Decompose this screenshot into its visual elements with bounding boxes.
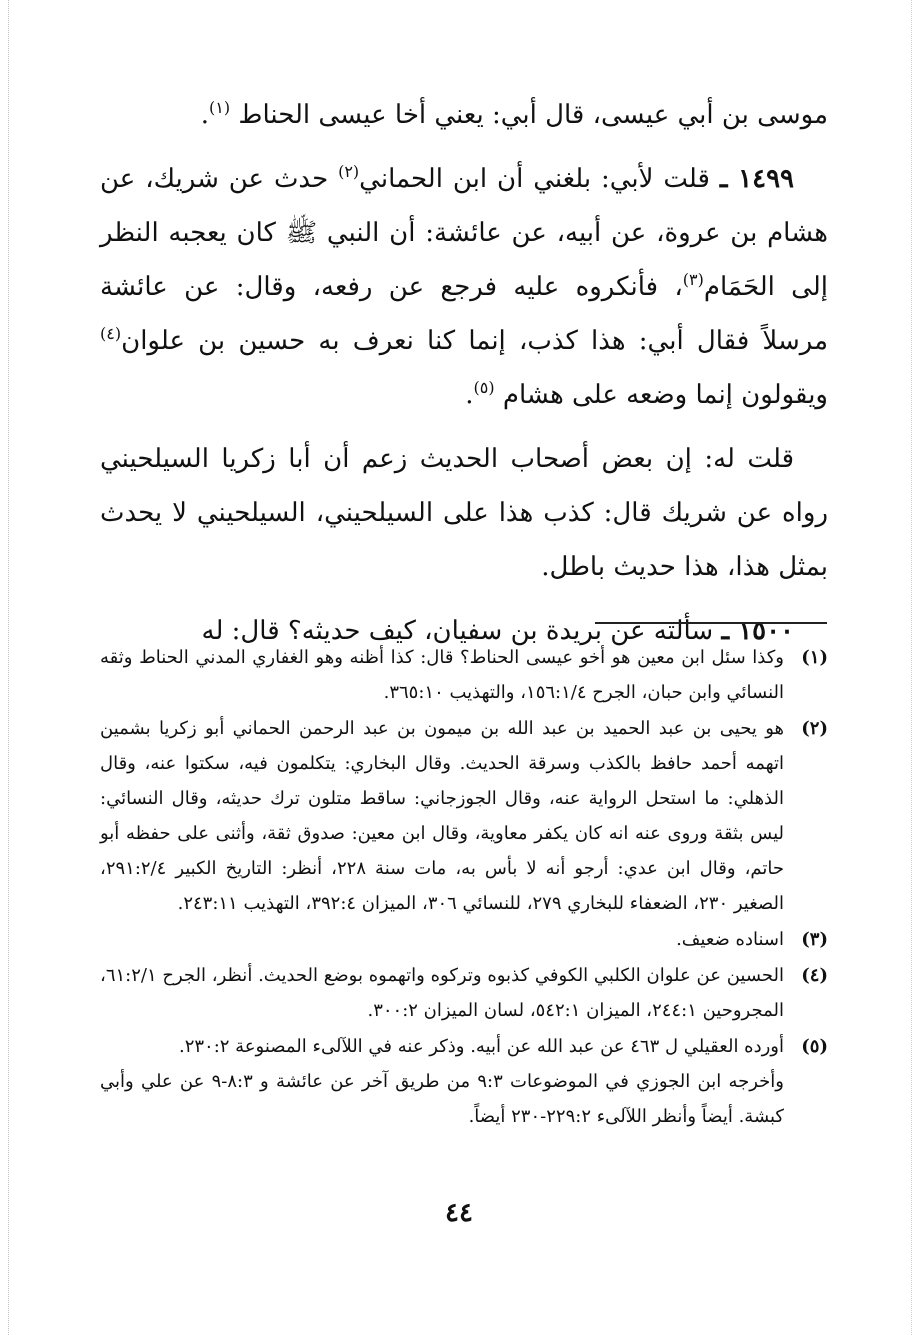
footnote-number: (٤)	[801, 965, 828, 986]
footnote-5	[100, 1029, 828, 1134]
footnote-ref-3[interactable]: (٣)	[682, 270, 704, 289]
hadith-1499	[100, 152, 828, 422]
paragraph-text: .	[200, 100, 210, 130]
page-number: ٤٤	[445, 1198, 473, 1228]
footnote-text	[100, 1029, 784, 1134]
paragraph-text: .	[465, 380, 474, 410]
paragraph-text: سألته عن بريدة بن سفيان، كيف حديثه؟ قال: له	[201, 616, 722, 646]
footnote-ref-1[interactable]: (١)	[209, 98, 231, 117]
footnote-number: (٢)	[801, 718, 828, 739]
paragraph-text: ، فأنكروه عليه فرجع عن رفعه، وقال: عن عائشة مرسلاً فقال أبي: هذا كذب، إنما كنا نعرف به حسين بن علوان	[100, 272, 828, 356]
footnote-text-line: وأخرجه ابن الجوزي في الموضوعات ٩:٣ من طريق آخر عن عائشة و ٨:٣-٩ عن علي وأبي كبشة. أيضاً وأنظر اللآلىء ٢٢٩:٢-٢٣٠ أيضاً.	[100, 1071, 785, 1127]
footnote-ref-5[interactable]: (٥)	[473, 378, 495, 397]
footnotes	[100, 640, 828, 1134]
footnote-4	[100, 958, 828, 1028]
footnote-2	[100, 711, 828, 921]
footnote-number: (٣)	[801, 929, 828, 950]
paragraph-continuation	[100, 88, 828, 142]
footnote-text: الحسين عن علوان الكلبي الكوفي كذبوه وتركوه واتهموه بوضع الحديث. أنظر، الجرح ٦١:٢/١، المجروحين ٢٤٤:١، الميزان ٥٤٢:١، لسان الميزان ٣٠٠:٢.	[100, 965, 784, 1021]
paragraph-sayliheeni: قلت له: إن بعض أصحاب الحديث زعم أن أبا زكريا السيلحيني رواه عن شريك قال: كذب هذا على السيلحيني، السيلحيني لا يحدث بمثل هذا، هذا حديث باطل.	[100, 444, 828, 582]
paragraph-text: حدث عن شريك، عن هشام بن عروة، عن أبيه، عن عائشة: أن النبي ﷺ كان يعجبه النظر إلى الحَمَام	[100, 164, 828, 302]
hadith-number: ١٤٩٩ ـ	[719, 164, 794, 194]
footnote-text: اسناده ضعيف.	[676, 929, 784, 950]
hadith-number: ١٥٠٠ ـ	[721, 616, 794, 646]
main-text	[100, 88, 828, 658]
scan-edge-left	[8, 0, 9, 1335]
footnote-text: هو يحيى بن عبد الحميد بن عبد الله بن ميمون بن عبد الرحمن الحماني أبو زكريا بشمين اتهمه أحمد حافظ بالكذب وسرقة الحديث. وقال البخاري: يتكلمون فيه، سكتوا عنه، وقال الذهلي: ما استحل الرواية عنه، وقال الجوزجاني: ساقط متلون ترك حديثه، وقال النسائي: ليس بثقة وروى عنه انه كان يكفر معاوية، وقال ابن معين: صدوق ثقة، وأثنى على حفظه أبو حاتم، وقال ابن عدي: أرجو أنه لا بأس به، مات سنة ٢٢٨، أنظر: التاريخ الكبير ٢٩١:٢/٤، الصغير ٢٣٠، الضعفاء للبخاري ٢٧٩، للنسائي ٣٠٦، الميزان ٣٩٢:٤، التهذيب ٢٤٣:١١.	[100, 718, 784, 914]
footnote-text-line: أورده العقيلي ل ٤٦٣ عن عبد الله عن أبيه. وذكر عنه في اللآلىء المصنوعة ٢٣٠:٢.	[178, 1036, 784, 1057]
footnote-divider	[595, 622, 827, 624]
footnote-ref-4[interactable]: (٤)	[100, 324, 122, 343]
footnote-number: (١)	[801, 647, 828, 668]
paragraph-text: قلت لأبي: بلغني أن ابن الحماني	[359, 164, 720, 194]
paragraph-text: ويقولون إنما وضعه على هشام	[502, 380, 828, 410]
footnote-number: (٥)	[801, 1036, 828, 1057]
scan-edge-right	[911, 0, 912, 1335]
footnote-ref-2[interactable]: (٢)	[338, 162, 360, 181]
footnote-text: وكذا سئل ابن معين هو أخو عيسى الحناط؟ قال: كذا أظنه وهو الغفاري المدني الحناط وثقه النسائي وابن حبان، الجرح ١٥٦:١/٤، والتهذيب ٣٦٥:١٠.	[100, 647, 784, 703]
paragraph-text: موسى بن أبي عيسى، قال أبي: يعني أخا عيسى الحناط	[238, 100, 828, 130]
footnote-1	[100, 640, 828, 710]
footnote-3	[100, 922, 828, 957]
